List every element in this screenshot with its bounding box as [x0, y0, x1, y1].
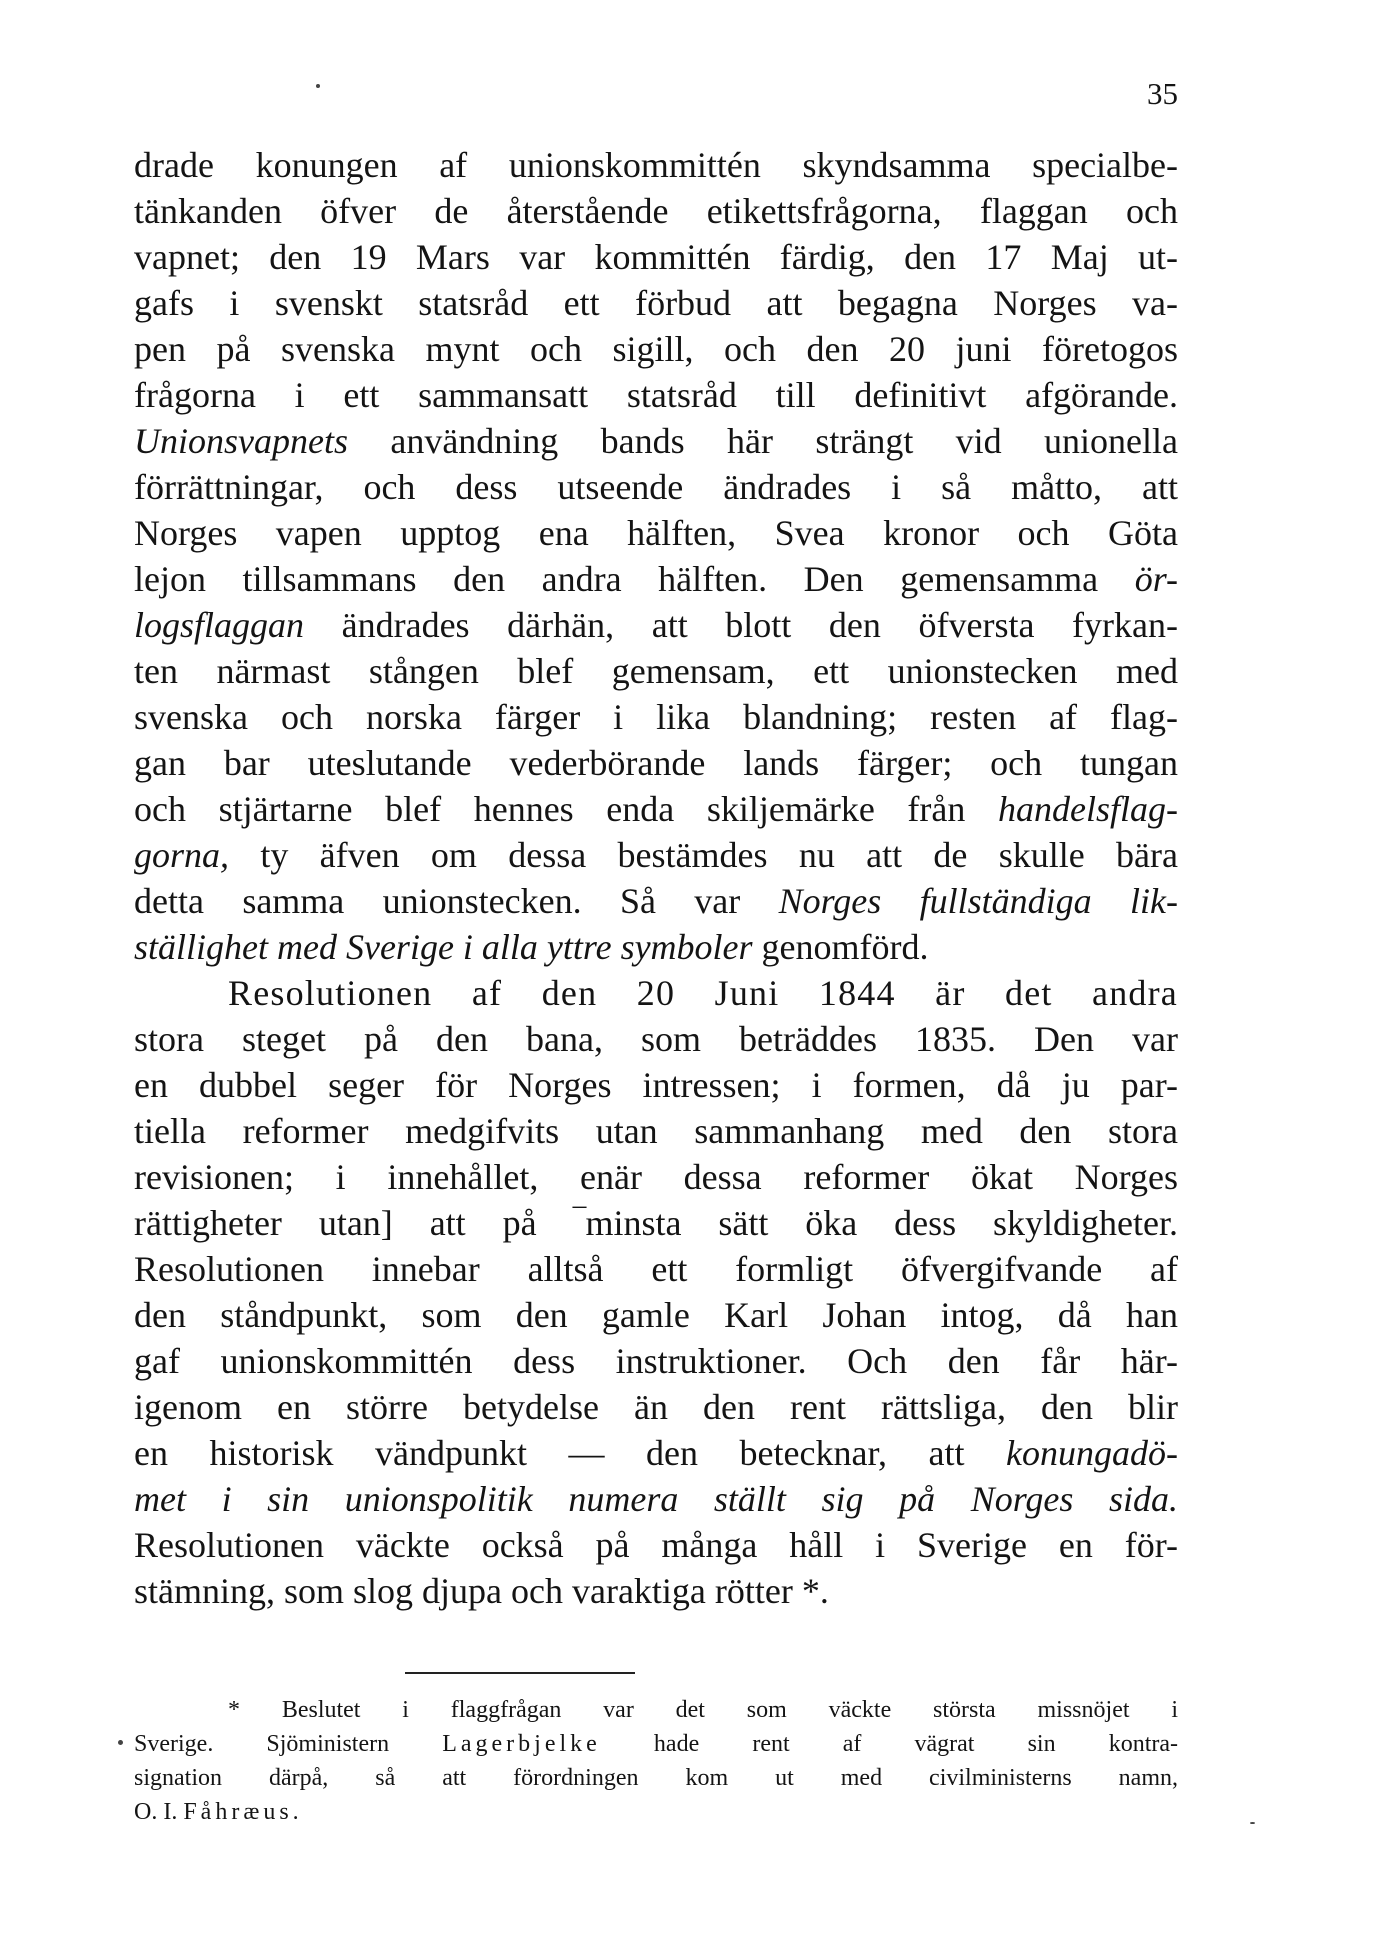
italic-phrase: met i sin unionspolitik numera ställt sig på Norges sida. — [134, 1479, 1178, 1519]
text-run: * Beslutet i flaggfrågan var det som väckte största missnöjet i — [228, 1697, 1178, 1723]
body-line — [134, 970, 1178, 1016]
italic-phrase: handelsflag- — [998, 789, 1178, 829]
body-line — [134, 694, 1178, 740]
body-line — [134, 510, 1178, 556]
body-line — [134, 280, 1178, 326]
text-run: revisionen; i innehållet, enär dessa reformer ökat Norges — [134, 1157, 1178, 1197]
text-run: O. I. — [134, 1799, 184, 1825]
text-run: gafs i svenskt statsråd ett förbud att begagna Norges va- — [134, 283, 1178, 323]
body-line — [134, 418, 1178, 464]
body-line — [134, 1384, 1178, 1430]
text-run: . — [292, 1799, 299, 1825]
text-run: detta samma unionstecken. Så var — [134, 881, 779, 921]
footnote — [134, 1693, 1178, 1829]
body-line — [134, 234, 1178, 280]
text-run: gan bar uteslutande vederbörande lands färger; och tungan — [134, 743, 1178, 783]
italic-phrase: Norges fullständiga lik- — [778, 881, 1178, 921]
text-run: vapnet; den 19 Mars var kommittén färdig, den 17 Maj ut- — [134, 237, 1178, 277]
text-run: igenom en större betydelse än den rent rättsliga, den blir — [134, 1387, 1178, 1427]
person-name: Fåhræus — [183, 1799, 293, 1825]
body-line — [134, 924, 1178, 970]
body-line — [134, 786, 1178, 832]
body-line — [134, 464, 1178, 510]
text-run: ty äfven om dessa bestämdes nu att de skulle bära — [229, 835, 1178, 875]
text-run: drade konungen af unionskommittén skyndsamma specialbe- — [134, 145, 1178, 185]
footnote-line — [134, 1795, 1178, 1829]
italic-phrase: gorna, — [134, 835, 230, 875]
text-run: förrättningar, och dess utseende ändrades i så måtto, att — [134, 467, 1178, 507]
text-run: hade rent af vägrat sin kontra- — [600, 1731, 1178, 1757]
footnote-line — [134, 1727, 1178, 1761]
scan-speck — [316, 84, 320, 88]
italic-phrase: Unionsvapnets — [134, 421, 348, 461]
text-run: användning bands här strängt vid unionella — [347, 421, 1178, 461]
page-number: 35 — [1147, 76, 1178, 111]
text-run: stora steget på den bana, som beträddes 1835. Den var — [134, 1019, 1178, 1059]
text-run: och stjärtarne blef hennes enda skiljemärke från — [134, 789, 999, 829]
body-text — [134, 142, 1178, 1614]
italic-phrase: logsflaggan — [134, 605, 305, 645]
body-line — [134, 188, 1178, 234]
text-run: tänkanden öfver de återstående etikettsfrågorna, flaggan och — [134, 191, 1178, 231]
body-line — [134, 832, 1178, 878]
text-run: svenska och norska färger i lika blandning; resten af flag- — [134, 697, 1178, 737]
body-line — [134, 648, 1178, 694]
text-run: Resolutionen väckte också på många håll i Sverige en för- — [134, 1525, 1178, 1565]
italic-phrase: konungadö- — [1006, 1433, 1178, 1473]
person-name: Lagerbjelke — [442, 1731, 601, 1757]
text-run: Sverige. Sjöministern — [134, 1731, 443, 1757]
body-line — [134, 326, 1178, 372]
text-run: tiella reformer medgifvits utan sammanhang med den stora — [134, 1111, 1178, 1151]
body-line — [134, 1568, 1178, 1614]
body-line — [134, 1476, 1178, 1522]
text-run: pen på svenska mynt och sigill, och den 20 juni företogos — [134, 329, 1178, 369]
footnote-divider — [405, 1672, 635, 1674]
text-run: lejon tillsammans den andra hälften. Den gemensamma — [134, 559, 1135, 599]
text-run: genomförd. — [752, 927, 929, 967]
text-run: frågorna i ett sammansatt statsråd till definitivt afgörande. — [134, 375, 1178, 415]
text-run: Resolutionen af den 20 Juni 1844 är det andra — [228, 973, 1178, 1013]
body-line — [134, 878, 1178, 924]
scan-speck — [118, 1740, 123, 1745]
body-line — [134, 142, 1178, 188]
footnote-line — [134, 1761, 1178, 1795]
text-run: gaf unionskommittén dess instruktioner. Och den får här- — [134, 1341, 1178, 1381]
body-line — [134, 1108, 1178, 1154]
scan-speck — [1250, 1822, 1255, 1824]
body-line — [134, 1430, 1178, 1476]
text-run: ten närmast stången blef gemensam, ett unionstecken med — [134, 651, 1178, 691]
body-line — [134, 1246, 1178, 1292]
text-run: den ståndpunkt, som den gamle Karl Johan intog, då han — [134, 1295, 1178, 1335]
text-run: signation därpå, så att förordningen kom ut med civilministerns namn, — [134, 1765, 1178, 1791]
text-run: stämning, som slog djupa och varaktiga rötter *. — [134, 1571, 829, 1611]
body-line — [134, 1522, 1178, 1568]
body-line — [134, 556, 1178, 602]
body-line — [134, 740, 1178, 786]
footnote-line — [134, 1693, 1178, 1727]
italic-phrase: ställighet med Sverige i alla yttre symboler — [134, 927, 753, 967]
body-line — [134, 372, 1178, 418]
body-line — [134, 602, 1178, 648]
text-run: en dubbel seger för Norges intressen; i formen, då ju par- — [134, 1065, 1178, 1105]
body-line — [134, 1016, 1178, 1062]
text-run: Norges vapen upptog ena hälften, Svea kronor och Göta — [134, 513, 1178, 553]
body-line — [134, 1062, 1178, 1108]
body-line — [134, 1338, 1178, 1384]
body-line — [134, 1200, 1178, 1246]
italic-phrase: ör- — [1134, 559, 1178, 599]
text-run: rättigheter utan] att på ‾minsta sätt öka dess skyldigheter. — [134, 1203, 1178, 1243]
body-line — [134, 1292, 1178, 1338]
text-run: Resolutionen innebar alltså ett formligt öfvergifvande af — [134, 1249, 1178, 1289]
text-run: en historisk vändpunkt — den betecknar, att — [134, 1433, 1007, 1473]
text-run: ändrades därhän, att blott den öfversta fyrkan- — [304, 605, 1178, 645]
body-line — [134, 1154, 1178, 1200]
